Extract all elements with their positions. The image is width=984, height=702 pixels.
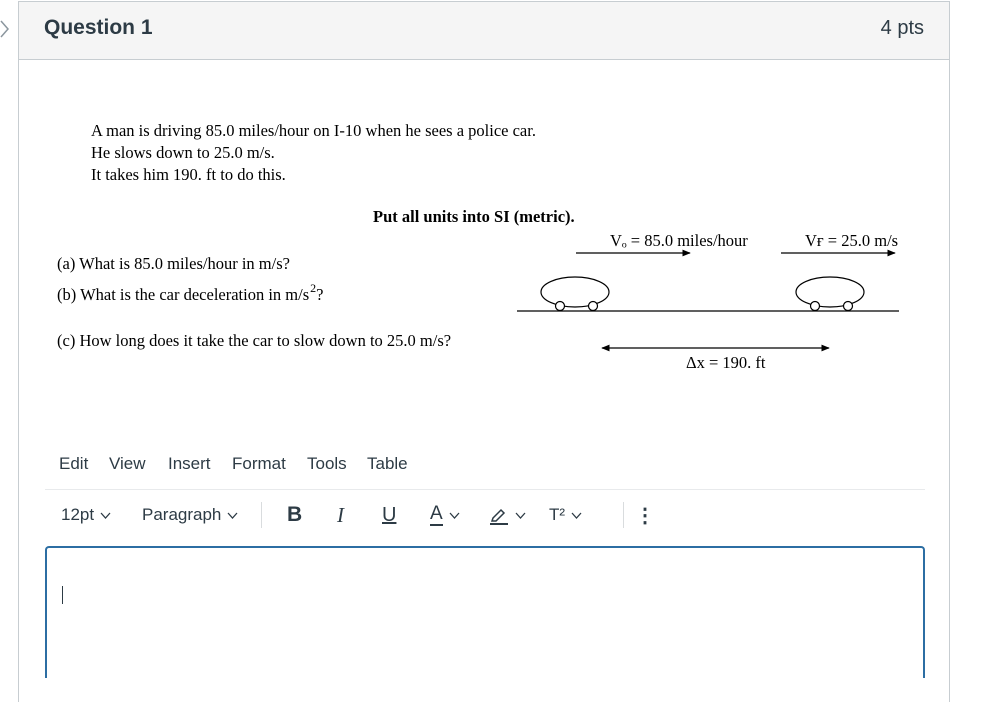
highlighter-icon	[489, 505, 509, 525]
car-initial-icon	[541, 277, 609, 311]
text-color-icon: A	[430, 503, 443, 524]
chevron-right-icon	[0, 20, 10, 38]
underline-button[interactable]: U	[382, 503, 397, 526]
chevron-down-icon	[571, 512, 582, 519]
superscript-button[interactable]	[549, 496, 582, 534]
final-velocity-label: Vғ = 25.0 m/s	[805, 231, 899, 250]
menu-view[interactable]: View	[109, 454, 146, 473]
chevron-down-icon	[227, 512, 238, 519]
italic-button[interactable]: I	[337, 502, 344, 527]
bold-button[interactable]: B	[287, 503, 303, 526]
font-size-value: 12pt	[61, 505, 95, 524]
chevron-down-icon	[449, 512, 460, 519]
question-points: 4 pts	[880, 17, 924, 39]
stem-line-3: It takes him 190. ft to do this.	[91, 165, 286, 184]
text-color-button[interactable]	[430, 496, 460, 534]
answer-editor[interactable]	[45, 546, 925, 678]
part-b-exponent: 2	[310, 281, 317, 295]
block-format-value: Paragraph	[142, 505, 222, 524]
text-cursor	[62, 586, 63, 604]
block-format-dropdown[interactable]	[142, 496, 238, 534]
menu-edit[interactable]: Edit	[59, 454, 89, 473]
chevron-down-icon	[100, 512, 111, 519]
displacement-label: Δx = 190. ft	[686, 353, 766, 372]
editor-toolbar	[45, 496, 925, 538]
more-options-button[interactable]: ⋮	[635, 504, 655, 527]
stem-line-1: A man is driving 85.0 miles/hour on I-10 when he sees a police car.	[91, 121, 536, 140]
stem-line-2: He slows down to 25.0 m/s.	[91, 143, 275, 162]
toolbar-separator	[623, 502, 624, 528]
part-b-suffix: ?	[316, 285, 324, 304]
menubar-divider	[45, 489, 925, 490]
menu-table[interactable]: Table	[367, 454, 408, 473]
part-b-text: (b) What is the car deceleration in m/s	[57, 285, 310, 304]
initial-velocity-label: Vₒ = 85.0 miles/hour	[610, 231, 748, 250]
part-a: (a) What is 85.0 miles/hour in m/s?	[57, 254, 290, 273]
question-title: Question 1	[44, 16, 153, 39]
menu-tools[interactable]: Tools	[307, 454, 347, 473]
menu-insert[interactable]: Insert	[168, 454, 211, 473]
car-final-icon	[796, 277, 864, 311]
menu-format[interactable]: Format	[232, 454, 286, 473]
instruction-text: Put all units into SI (metric).	[373, 207, 575, 226]
highlight-color-button[interactable]	[489, 496, 526, 534]
motion-diagram	[19, 2, 949, 402]
font-size-dropdown[interactable]	[61, 496, 111, 534]
toolbar-separator	[261, 502, 262, 528]
chevron-down-icon	[515, 512, 526, 519]
question-card	[18, 1, 950, 702]
superscript-icon: T²	[549, 505, 566, 524]
part-c: (c) How long does it take the car to slow down to 25.0 m/s?	[57, 331, 452, 350]
